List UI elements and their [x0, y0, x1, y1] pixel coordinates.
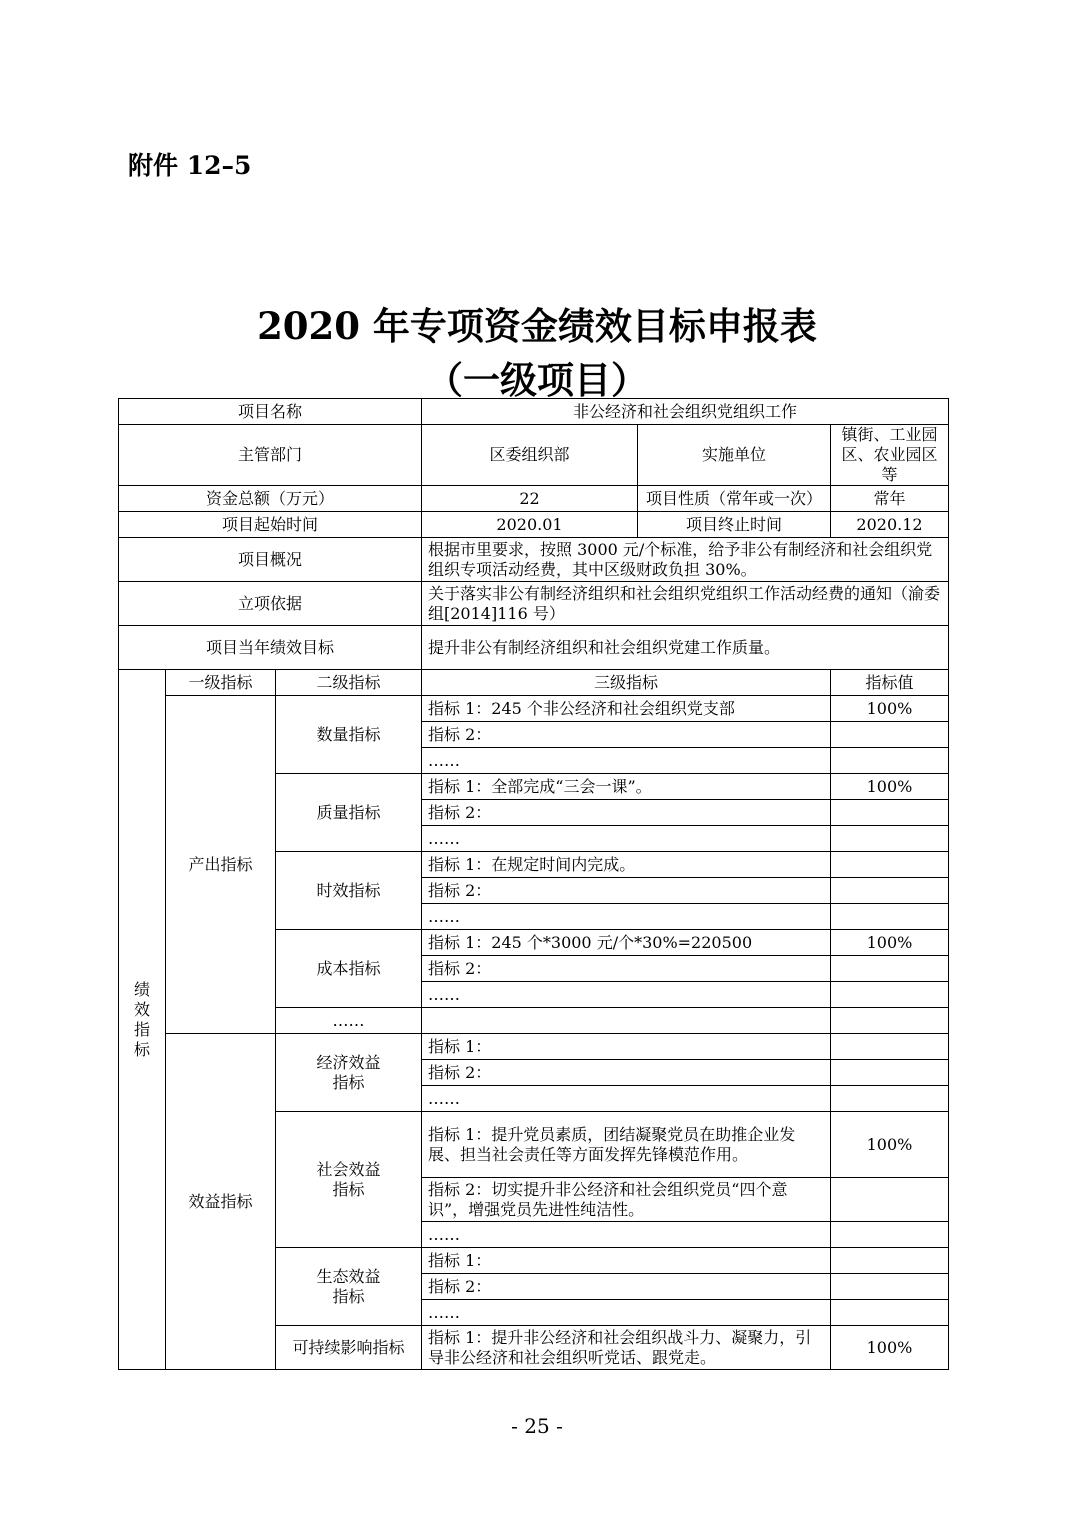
indicator-value: 100%	[831, 1326, 949, 1370]
table-row	[119, 1034, 949, 1060]
indicator-text: ……	[422, 1222, 831, 1248]
goal-label: 项目当年绩效目标	[119, 626, 422, 670]
indicator-text: 指标 1：全部完成“三会一课”。	[422, 774, 831, 800]
indicator-text: 指标 1：245 个*3000 元/个*30%=220500	[422, 930, 831, 956]
indicator-text: ……	[422, 1300, 831, 1326]
ecological-indicator-label	[276, 1248, 422, 1326]
indicator-value: 100%	[831, 1112, 949, 1178]
project-name-value: 非公经济和社会组织党组织工作	[422, 399, 949, 425]
overview-value: 根据市里要求，按照 3000 元/个标准，给予非公有制经济和社会组织党组织专项活动经费，其中区级财政负担 30%。	[422, 538, 949, 582]
indicator-value	[831, 878, 949, 904]
impl-value: 镇街、工业园区、农业园区等	[831, 425, 949, 486]
row-project-name	[119, 399, 949, 425]
basis-label: 立项依据	[119, 582, 422, 626]
indicator-value	[831, 1274, 949, 1300]
output-indicator-label: 产出指标	[166, 696, 276, 1034]
dept-label: 主管部门	[119, 425, 422, 486]
indicator-value	[831, 826, 949, 852]
benefit-indicator-label: 效益指标	[166, 1034, 276, 1370]
row-funds	[119, 486, 949, 512]
goal-value: 提升非公有制经济组织和社会组织党建工作质量。	[422, 626, 949, 670]
sustain-indicator-label: 可持续影响指标	[276, 1326, 422, 1370]
indicator-text: 指标 2：	[422, 722, 831, 748]
indicator-text	[422, 1008, 831, 1034]
funds-label: 资金总额（万元）	[119, 486, 422, 512]
indicator-text: ……	[422, 1086, 831, 1112]
indicator-value: 100%	[831, 774, 949, 800]
indicator-value	[831, 1248, 949, 1274]
row-basis	[119, 582, 949, 626]
indicator-value	[831, 722, 949, 748]
dept-value: 区委组织部	[422, 425, 638, 486]
indicator-value	[831, 1178, 949, 1222]
indicator-value	[831, 982, 949, 1008]
indicator-text: ……	[422, 748, 831, 774]
timeliness-indicator-label: 时效指标	[276, 852, 422, 930]
col-value-header: 指标值	[831, 670, 949, 696]
indicator-value	[831, 1034, 949, 1060]
indicator-value	[831, 1060, 949, 1086]
indicator-text: ……	[422, 826, 831, 852]
indicator-value	[831, 1222, 949, 1248]
performance-indicators-label	[119, 670, 166, 1370]
col-level3-header: 三级指标	[422, 670, 831, 696]
end-value: 2020.12	[831, 512, 949, 538]
row-department	[119, 425, 949, 486]
start-label: 项目起始时间	[119, 512, 422, 538]
table-row	[119, 696, 949, 722]
indicator-text: 指标 2：切实提升非公经济和社会组织党员“四个意识”，增强党员先进性纯洁性。	[422, 1178, 831, 1222]
indicator-text: 指标 1：提升非公经济和社会组织战斗力、凝聚力，引导非公经济和社会组织听党话、跟党走。	[422, 1326, 831, 1370]
row-overview	[119, 538, 949, 582]
start-value: 2020.01	[422, 512, 638, 538]
quantity-indicator-label: 数量指标	[276, 696, 422, 774]
col-level2-header: 二级指标	[276, 670, 422, 696]
indicator-value	[831, 904, 949, 930]
social-indicator-text: 社会效益指标	[316, 1159, 381, 1199]
ecological-indicator-text: 生态效益指标	[316, 1266, 381, 1306]
indicator-value	[831, 1008, 949, 1034]
end-label: 项目终止时间	[638, 512, 831, 538]
performance-table	[118, 398, 949, 1370]
indicator-text: 指标 1：提升党员素质，团结凝聚党员在助推企业发展、担当社会责任等方面发挥先锋模范作用。	[422, 1112, 831, 1178]
economic-indicator-label	[276, 1034, 422, 1112]
economic-indicator-text: 经济效益指标	[316, 1052, 381, 1092]
indicator-value	[831, 800, 949, 826]
indicator-value	[831, 956, 949, 982]
cost-indicator-label: 成本指标	[276, 930, 422, 1008]
indicator-value	[831, 1300, 949, 1326]
nature-label: 项目性质（常年或一次）	[638, 486, 831, 512]
basis-value: 关于落实非公有制经济组织和社会组织党组织工作活动经费的通知（渝委组[2014]116 号）	[422, 582, 949, 626]
output-more-label: ……	[276, 1008, 422, 1034]
indicator-value: 100%	[831, 696, 949, 722]
indicator-value	[831, 748, 949, 774]
indicator-value	[831, 852, 949, 878]
nature-value: 常年	[831, 486, 949, 512]
indicator-value	[831, 1086, 949, 1112]
indicator-text: ……	[422, 904, 831, 930]
performance-indicators-text: 绩效指标	[133, 979, 150, 1059]
indicator-text: 指标 2：	[422, 956, 831, 982]
row-dates	[119, 512, 949, 538]
document-title: 2020 年专项资金绩效目标申报表	[257, 304, 817, 348]
document-subtitle: （一级项目）	[426, 358, 648, 402]
social-indicator-label	[276, 1112, 422, 1248]
col-level1-header: 一级指标	[166, 670, 276, 696]
attachment-label: 附件 12–5	[128, 151, 252, 180]
indicator-text: 指标 1：	[422, 1248, 831, 1274]
row-indicator-header	[119, 670, 949, 696]
indicator-text: 指标 2：	[422, 1060, 831, 1086]
page-number: - 25 -	[511, 1414, 563, 1438]
quality-indicator-label: 质量指标	[276, 774, 422, 852]
funds-value: 22	[422, 486, 638, 512]
indicator-text: 指标 1：在规定时间内完成。	[422, 852, 831, 878]
indicator-text: 指标 2：	[422, 800, 831, 826]
indicator-text: 指标 1：	[422, 1034, 831, 1060]
indicator-value: 100%	[831, 930, 949, 956]
overview-label: 项目概况	[119, 538, 422, 582]
row-goal	[119, 626, 949, 670]
indicator-text: 指标 2：	[422, 878, 831, 904]
indicator-text: 指标 1：245 个非公经济和社会组织党支部	[422, 696, 831, 722]
indicator-text: 指标 2：	[422, 1274, 831, 1300]
impl-label: 实施单位	[638, 425, 831, 486]
project-name-label: 项目名称	[119, 399, 422, 425]
indicator-text: ……	[422, 982, 831, 1008]
